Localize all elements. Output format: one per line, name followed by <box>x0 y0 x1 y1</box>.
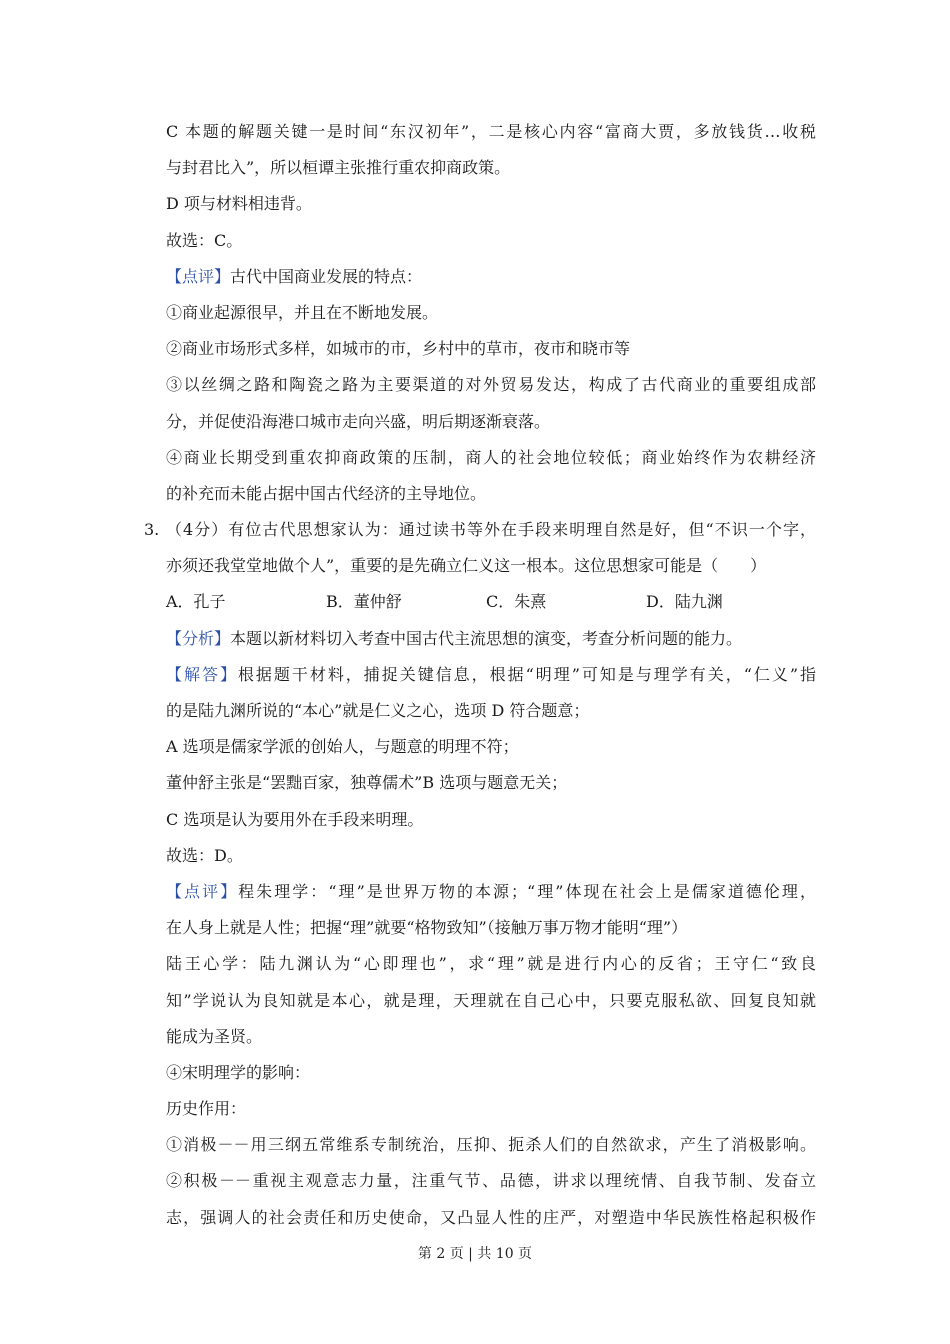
text-line: 志，强调人的社会责任和历史使命，又凸显人性的庄严，对塑造中华民族性格起积极作 <box>166 1207 816 1227</box>
text-line: C 本题的解题关键一是时间“东汉初年”，二是核心内容“富商大贾，多放钱货…收税 <box>166 122 816 141</box>
text-line: 故选：C。 <box>166 230 243 250</box>
text-line: 陆王心学：陆九渊认为“心即理也”，求“理”就是进行内心的反省；王守仁“致良 <box>166 954 816 974</box>
review-tag: 【点评】 <box>166 881 239 901</box>
page-footer: 第 2 页 | 共 10 页 <box>417 1246 533 1262</box>
text-line: ①商业起源很早，并且在不断地发展。 <box>166 302 439 322</box>
option-c: C．朱熹 <box>486 592 547 612</box>
text-line: 的补充而未能占据中国古代经济的主导地位。 <box>166 483 487 503</box>
option-a: A．孔子 <box>166 592 226 612</box>
question-number: 3. <box>144 520 160 540</box>
text-line: 的是陆九渊所说的“本心”就是仁义之心，选项 D 符合题意； <box>166 701 590 720</box>
text-line: 分，并促使沿海港口城市走向兴盛，明后期逐渐衰落。 <box>166 411 551 431</box>
text-line: ④宋明理学的影响： <box>166 1062 311 1082</box>
text-line: C 选项是认为要用外在手段来明理。 <box>166 809 424 829</box>
question-stem <box>144 512 816 548</box>
answer-text: 根据题干材料，捕捉关键信息，根据“明理”可知是与理学有关，“仁义”指 <box>237 664 816 684</box>
text-line: ④商业长期受到重农抑商政策的压制，商人的社会地位较低；商业始终作为农耕经济 <box>166 447 816 467</box>
text-line: ①消极－－用三纲五常维系专制统治，压抑、扼杀人们的自然欲求，产生了消极影响。 <box>166 1135 816 1155</box>
review-tag: 【点评】 <box>166 266 231 286</box>
text-line: A 选项是儒家学派的创始人，与题意的明理不符； <box>166 737 519 757</box>
page-content <box>144 114 816 1236</box>
text-line: 能成为圣贤。 <box>166 1026 263 1046</box>
text-line: 与封君比入”，所以桓谭主张推行重农抑商政策。 <box>166 158 511 178</box>
question-stem-continued: 亦须还我堂堂地做个人”，重要的是先确立仁义这一根本。这位思想家可能是（ ） <box>166 556 767 576</box>
answer-paragraph <box>166 657 816 693</box>
text-line: 在人身上就是人性；把握“理”就要“格物致知”（接触万事万物才能明“理”） <box>166 918 688 938</box>
option-b: B．董仲舒 <box>326 592 402 612</box>
text-line: 董仲舒主张是“罢黜百家，独尊儒术”B 选项与题意无关； <box>166 773 568 793</box>
review-paragraph <box>166 259 816 295</box>
analysis-paragraph <box>166 621 816 657</box>
text-line: ③以丝绸之路和陶瓷之路为主要渠道的对外贸易发达，构成了古代商业的重要组成部 <box>166 375 816 395</box>
text-line: 知”学说认为良知就是本心，就是理，天理就在自己心中，只要克服私欲、回复良知就 <box>166 990 816 1010</box>
text-line: ②积极－－重视主观意志力量，注重气节、品德，讲求以理统情、自我节制、发奋立 <box>166 1171 816 1191</box>
text-line: D 项与材料相违背。 <box>166 194 312 214</box>
text-line: ②商业市场形式多样，如城市的市，乡村中的草市，夜市和晓市等 <box>166 339 631 359</box>
review-paragraph <box>166 874 816 910</box>
analysis-text: 本题以新材料切入考查中国古代主流思想的演变，考查分析问题的能力。 <box>230 628 743 648</box>
text-line: 故选：D。 <box>166 845 243 865</box>
review-text: 古代中国商业发展的特点： <box>230 266 423 286</box>
option-d: D．陆九渊 <box>646 592 723 612</box>
review-text: 程朱理学：“理”是世界万物的本源；“理”体现在社会上是儒家道德伦理， <box>238 881 816 901</box>
answer-tag: 【解答】 <box>166 664 238 684</box>
answer-options <box>166 584 816 620</box>
analysis-tag: 【分析】 <box>166 628 231 648</box>
text-line: 历史作用： <box>166 1099 247 1119</box>
question-stem-text: （4分）有位古代思想家认为：通过读书等外在手段来明理自然是好，但“不识一个字， <box>166 520 816 540</box>
